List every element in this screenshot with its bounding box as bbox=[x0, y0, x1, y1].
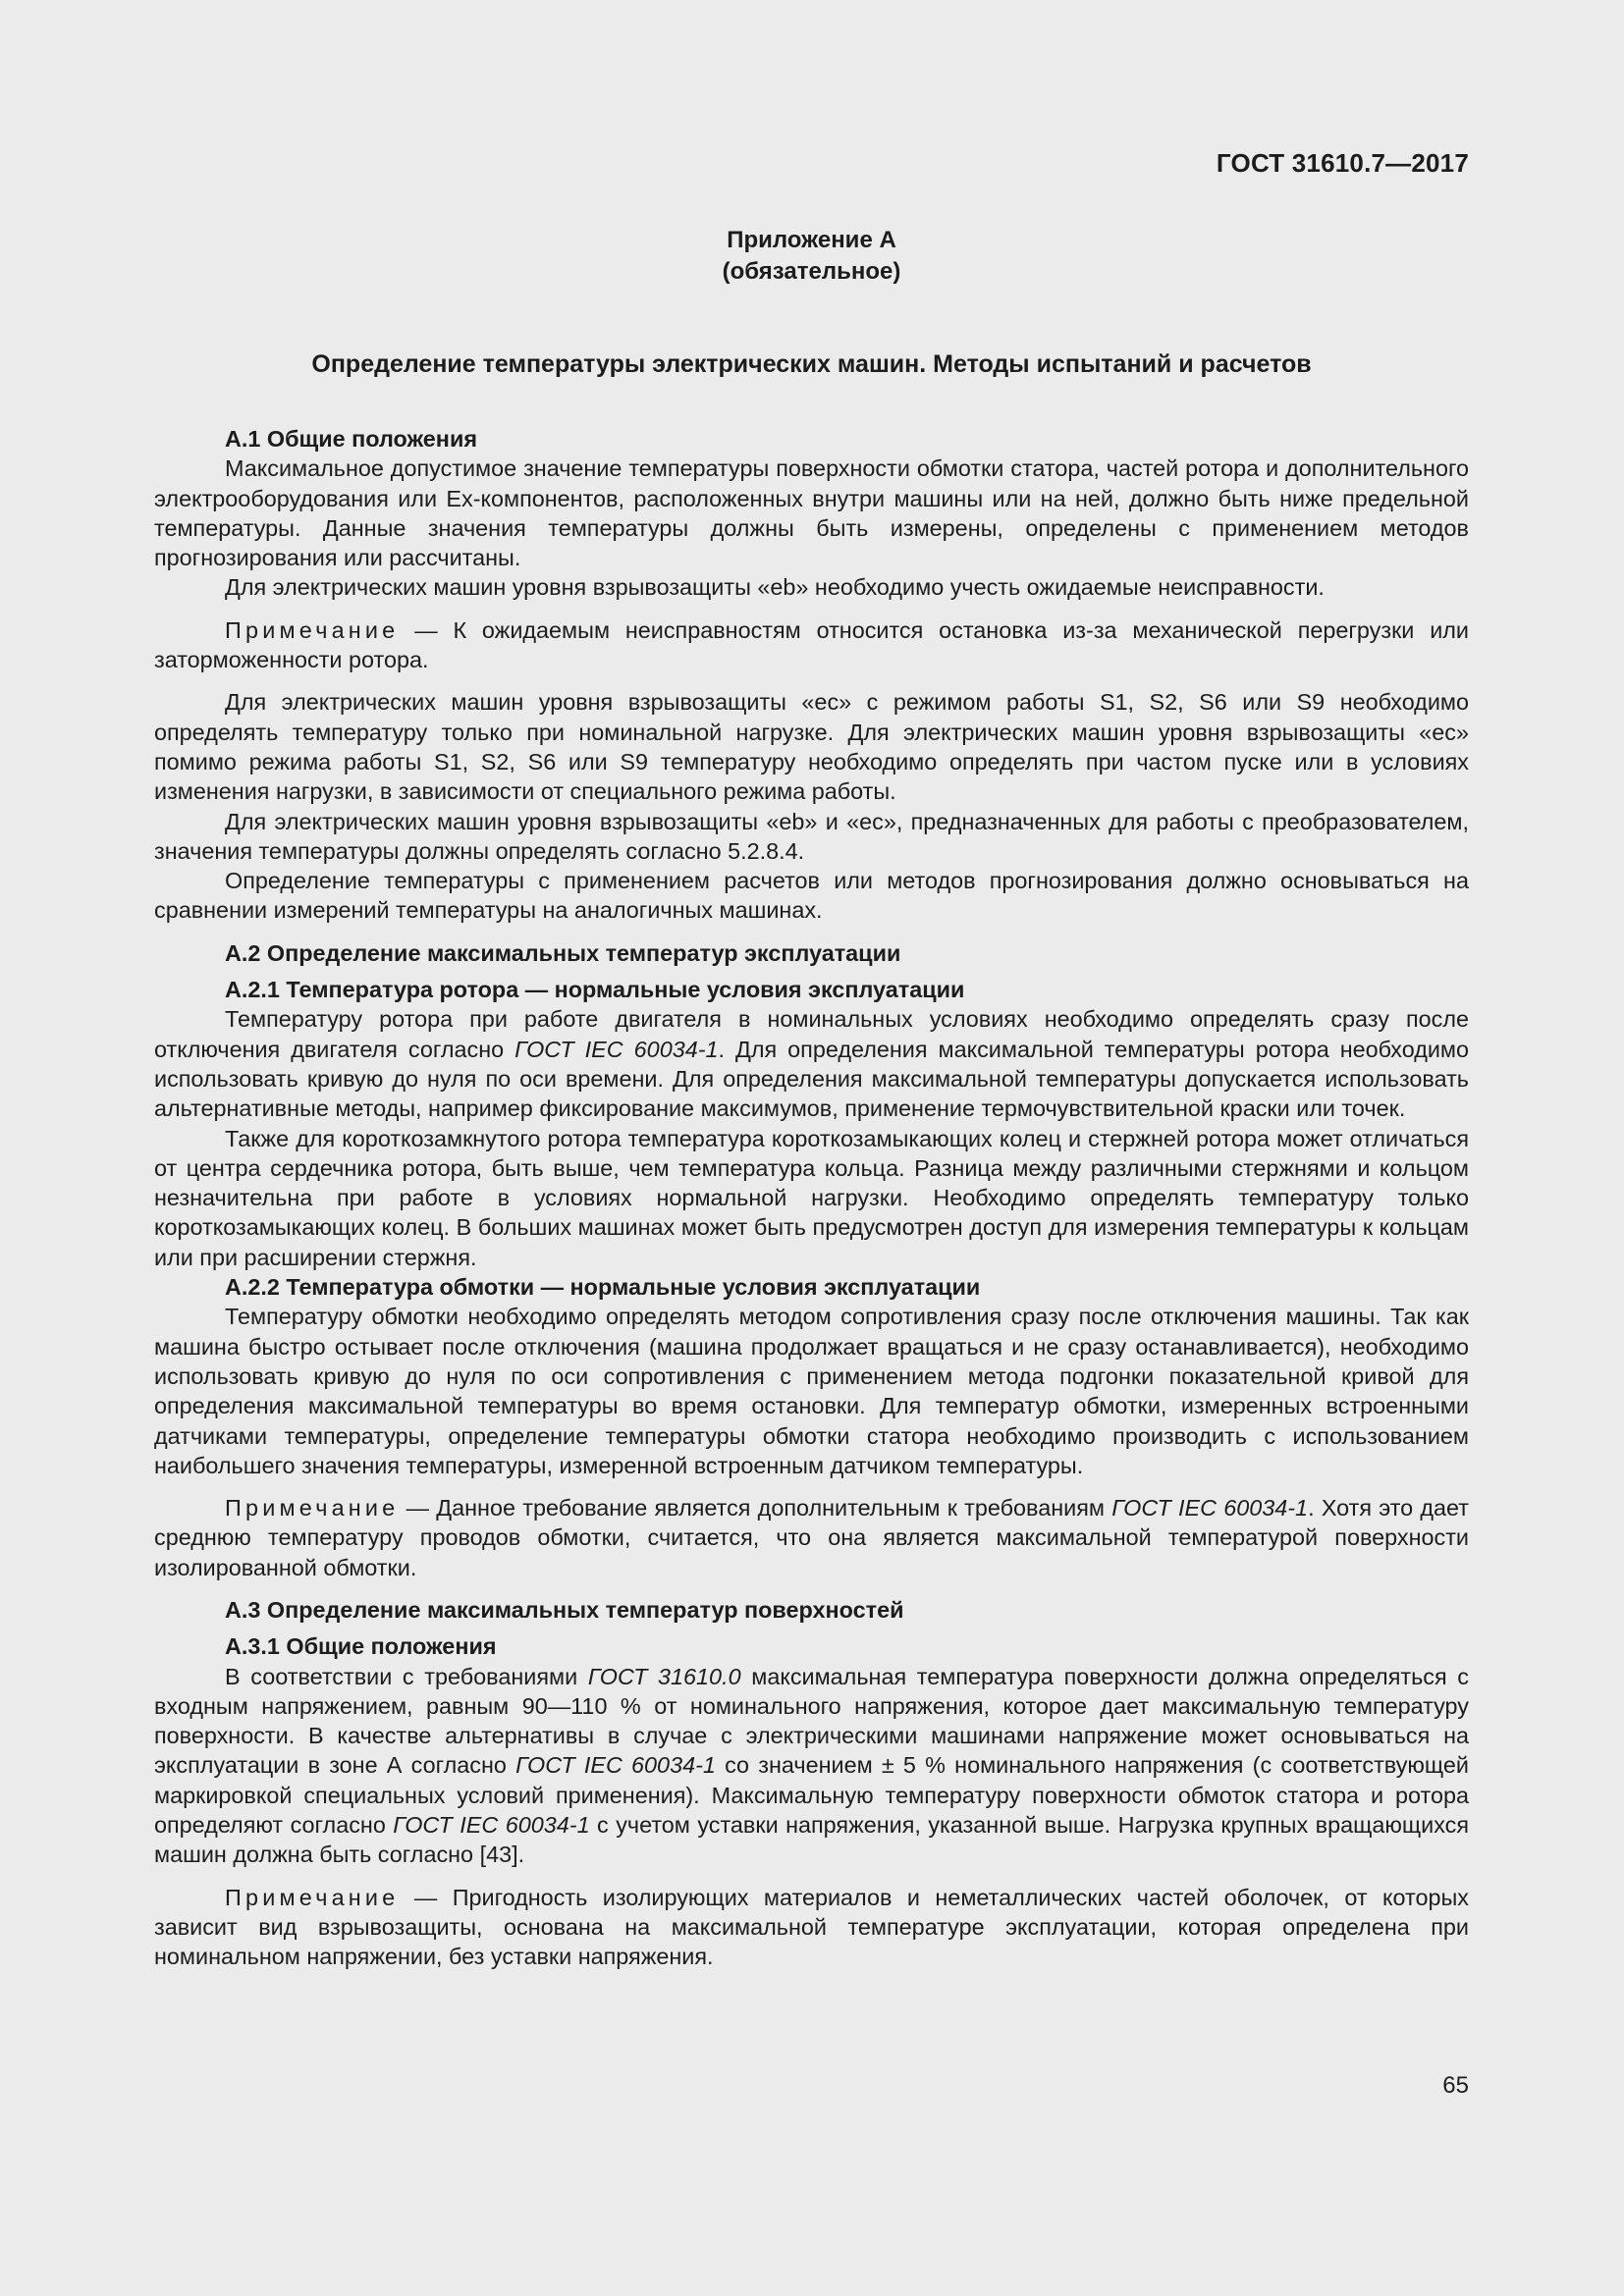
paragraph bbox=[154, 1662, 1469, 1870]
text-run: с учетом уставки напряжения, указанной выше. Нагрузка крупных вращающихся машин должна быть согласно [43]. bbox=[154, 1812, 1469, 1868]
paragraph bbox=[154, 1004, 1469, 1123]
text-run: Данное требование является дополнительным к требованиям bbox=[436, 1495, 1112, 1522]
text-run: Температуру ротора при работе двигателя в номинальных условиях необходимо определять сразу после отключения двигателя согласно bbox=[154, 1006, 1469, 1062]
paragraph: Для электрических машин уровня взрывозащиты «eb» и «ec», предназначенных для работы с преобразователем, значения температуры должны определять согласно 5.2.8.4. bbox=[154, 808, 1469, 864]
text-run: . Для определения максимальной температуры ротора необходимо использовать кривую до нуля по оси времени. Для определения максимальной температуры допускается использовать альтернативные методы, например фиксирование максимумов, применение термочувствительной краски или точек. bbox=[154, 1036, 1469, 1122]
note-dash: — bbox=[399, 1495, 437, 1522]
text-run: . Хотя это дает среднюю температуру проводов обмотки, считается, что она является максимальной температурой поверхности изолированной обмотки. bbox=[154, 1495, 1470, 1580]
note bbox=[154, 1493, 1469, 1582]
section-heading-a21: А.2.1 Температура ротора — нормальные условия эксплуатации bbox=[225, 977, 965, 1003]
annex-label: Приложение А bbox=[727, 227, 896, 253]
section-heading-a31: А.3.1 Общие положения bbox=[225, 1633, 497, 1660]
note-dash: — bbox=[399, 616, 454, 643]
section-heading-a22: А.2.2 Температура обмотки — нормальные условия эксплуатации bbox=[225, 1274, 981, 1301]
note-label: Примечание bbox=[225, 1884, 400, 1910]
standard-reference: ГОСТ 31610.0 bbox=[587, 1663, 741, 1689]
page-number: 65 bbox=[1442, 2072, 1469, 2099]
note-dash: — bbox=[399, 1884, 453, 1910]
note bbox=[154, 615, 1469, 675]
note-label: Примечание bbox=[225, 1495, 400, 1522]
standard-number: ГОСТ 31610.7—2017 bbox=[1216, 148, 1469, 178]
note-label: Примечание bbox=[225, 616, 400, 643]
section-heading-a1: А.1 Общие положения bbox=[225, 426, 477, 452]
paragraph: Для электрических машин уровня взрывозащиты «ec» с режимом работы S1, S2, S6 или S9 необходимо определять температуру только при номинальной нагрузке. Для электрических машин уровня взрывозащиты «ec» помимо режима работы S1, S2, S6 или S9 температуру необходимо определять при частом пуске или в условиях изменения нагрузки, в зависимости от специального режима работы. bbox=[154, 689, 1469, 805]
note-text: К ожидаемым неисправностям относится остановка из-за механической перегрузки или заторможенности ротора. bbox=[154, 616, 1469, 673]
standard-reference: ГОСТ IEC 60034-1 bbox=[393, 1812, 590, 1839]
text-run: В соответствии с требованиями bbox=[225, 1663, 588, 1689]
standard-reference: ГОСТ IEC 60034-1 bbox=[515, 1752, 716, 1779]
note-text: Пригодность изолирующих материалов и неметаллических частей оболочек, от которых зависит вид взрывозащиты, основана на максимальной температуре эксплуатации, которая определена при номинальном напряжении, без уставки напряжения. bbox=[154, 1884, 1470, 1970]
text-run: максимальная температура поверхности должна определяться с входным напряжением, равным 90—110 % от номинального напряжения, которое дает максимальную температуру поверхности. В качестве альтернативы в случае с электрическими машинами напряжение может основываться на эксплуатации в зоне А согласно bbox=[154, 1663, 1469, 1779]
standard-reference: ГОСТ IEC 60034-1 bbox=[1111, 1495, 1309, 1522]
section-heading-a3: А.3 Определение максимальных температур поверхностей bbox=[225, 1596, 904, 1623]
document-page bbox=[154, 0, 1469, 2296]
text-run: со значением ± 5 % номинального напряжения (с соответствующей маркировкой специальных условий применения). Максимальную температуру поверхности обмоток статора и ротора определяют согласно bbox=[154, 1752, 1469, 1839]
paragraph: Определение температуры с применением расчетов или методов прогнозирования должно основываться на сравнении измерений температуры на аналогичных машинах. bbox=[154, 868, 1469, 924]
annex-header bbox=[154, 225, 1469, 288]
standard-reference: ГОСТ IEC 60034-1 bbox=[514, 1036, 719, 1062]
paragraph: Также для короткозамкнутого ротора температура короткозамыкающих колец и стержней ротора может отличаться от центра сердечника ротора, быть выше, чем температура кольца. Разница между различными стержнями и кольцом незначительна при работе в условиях нормальной нагрузки. Необходимо определять температуру только короткозамыкающих колец. В больших машинах может быть предусмотрен доступ для измерения температуры к кольцам или при расширении стержня. bbox=[154, 1125, 1469, 1270]
paragraph: Для электрических машин уровня взрывозащиты «eb» необходимо учесть ожидаемые неисправности. bbox=[225, 574, 1325, 601]
section-heading-a2: А.2 Определение максимальных температур эксплуатации bbox=[225, 939, 901, 966]
paragraph: Температуру обмотки необходимо определять методом сопротивления сразу после отключения машины. Так как машина быстро остывает после отключения (машина продолжает вращаться и не сразу останавливается), необходимо использовать кривую до нуля по оси сопротивления с применением метода подгонки показательной кривой для определения максимальной температуры во время остановки. Для температур обмотки, измеренных встроенными датчиками температуры, определение температуры обмотки статора необходимо производить с использованием наибольшего значения температуры, измеренной встроенным датчиком температуры. bbox=[154, 1304, 1469, 1478]
note bbox=[154, 1883, 1469, 1972]
paragraph: Максимальное допустимое значение температуры поверхности обмотки статора, частей ротора и дополнительного электрооборудования или Ex-компонентов, расположенных внутри машины или на ней, должно быть ниже предельной температуры. Данные значения температуры должны быть измерены, определены с применением методов прогнозирования или рассчитаны. bbox=[154, 455, 1469, 571]
document-body bbox=[154, 424, 1469, 1972]
annex-title: Определение температуры электрических машин. Методы испытаний и расчетов bbox=[311, 350, 1312, 378]
annex-status: (обязательное) bbox=[722, 258, 901, 285]
